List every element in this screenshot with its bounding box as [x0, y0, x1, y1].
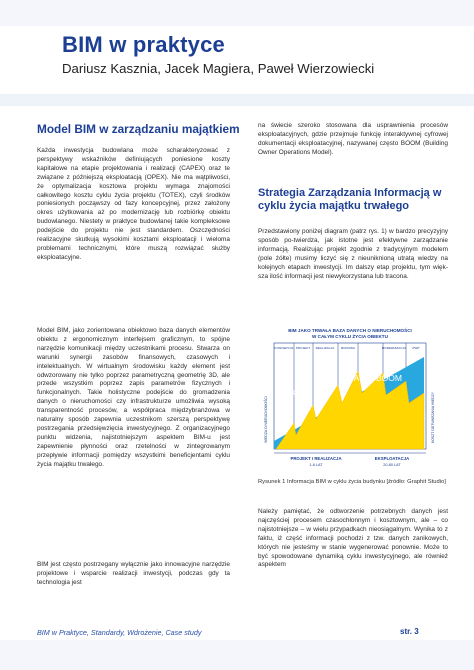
phase-koncepcja: KONCEPCJA — [274, 346, 294, 350]
x-right-sublabel: 20-80 LAT — [383, 463, 401, 467]
left-paragraph-1: Każda inwestycja budowlana może scharakteryzować z perspektywy wskaźników definiujących poniesione koszty kapitałowe na etapie projektowania i realizacji (CAPEX) oraz te związane z późniejszą eksploatacją (OPEX). Nie ma wątpliwości, że optymalizacja kosztowa projektu wymaga znajomości całkowitego kosztu cyklu życia projektu (TOTEX), czyli środków poniesionych począwszy od fazy koncepcyjnej, przez założony okres użytkowania aż po modernizację lub rozbiórkę obiektu budowlanego. Niestety w praktyce budowlanej takie kompleksowe podejście do projektu nie jest standardem. Oszczędności realizacyjne skutkują wysokimi kosztami eksploatacji i wieloma problemami technicznymi, które muszą rozwiązać służby eksploatacyjne. — [37, 147, 230, 261]
x-left-label: PROJEKT I REALIZACJA — [290, 456, 342, 461]
phase-budowa: BUDOWA — [341, 346, 355, 350]
right-paragraph-3: Należy pamiętać, że odtworzenie potrzebnych danych jest najczęściej procesem czasochłonnym i kosztownym, ale – co najistotniejsze – w wielu przypadkach nieosiągalnym. Wynika to z faktu, iż część informacji pochodzi z tzw. danych zanikowych, których nie jesteśmy w stanie wygenerować ponownie. Może to być spowodowane dynamiką cyklu inwestycyjnego, ale również aspektem — [258, 508, 448, 569]
phase-realizacja: REALIZACJA — [315, 346, 335, 350]
x-right-label: EKSPLOATACJA — [374, 456, 410, 461]
phase-pwp: PWP — [412, 346, 420, 350]
phase-projekt: PROJEKT — [295, 346, 311, 350]
label-bam: BAM — [348, 373, 367, 383]
phase-modernizacja: MODERNIZACJA — [381, 346, 407, 350]
y-axis-right-title: KOSZT ODTWARZANIA WIEDZY — [431, 391, 435, 443]
diagram-title-1: BIM JAKO TRWAŁA BAZA DANYCH O NIERUCHOMOŚCI — [288, 328, 412, 333]
x-left-sublabel: 1-6 LAT — [309, 463, 323, 467]
diagram-title-2: W CAŁYM CYKLU ŻYCIA OBIEKTU — [312, 334, 388, 339]
footer-band — [0, 640, 474, 670]
authors: Dariusz Kasznia, Jacek Magiera, Paweł Wierzowiecki — [62, 61, 375, 76]
footer-publication: BIM w Praktyce, Standardy, Wdrożenie, Case study — [37, 628, 202, 637]
right-paragraph-1: na świecie szeroko stosowana dla usprawnienia procesów eksploatacyjnych, gdzie przejmuje funkcję interaktywnej cyfrowej dokumentacji eksploatacyjnej, nazywanej często BOOM (Building Owner Operations Model). — [258, 122, 448, 156]
left-paragraph-2: Model BIM, jako zorientowana obiektowo baza danych elementów obiektu z ergonomicznym interfejsem graficznym, to spójne narzędzie komunikacji między uczestnikami procesu. Stwarza on warunki synergii zasobów finansowych, czasowych i intelektualnych. W wirtualnym środowisku każdy element jest odwzorowany nie tylko poprzez parametryczną geometrię 3D, ale przede wszystkim poprzez zapis parametrów fizycznych i funkcjonalnych. Takie holistyczne podejście do gromadzenia danych o nieruchomości czy infrastrukturze umożliwia wysoką transparentność procesów, a współpraca międzybranżowa w naturalny sposób zapewnia uczestnikom szerszą perspektywę postrzegania przedsięwzięcia inwestycyjnego. Z organizacyjnego punktu widzenia, najistotniejszym aspektem BIM-u jest zapewnienie płynności oraz rzetelności w zintegrowanym przepływie informacji pomiędzy wszystkimi beneficjentami cyklu życia majątku trwałego. — [37, 327, 230, 468]
top-band — [0, 0, 474, 26]
figure-caption: Rysunek 1 Informacja BIM w cyklu życia budynku [źródło: Graphit Studio] — [258, 479, 446, 485]
label-bim: BIM — [282, 385, 303, 404]
page-title: BIM w praktyce — [62, 32, 225, 57]
left-paragraph-3: BIM jest często postrzegany wyłącznie jako innowacyjne narzędzie projektowe i wsparcie realizacji inwestycji, podczas gdy ta technologia jest — [37, 561, 230, 586]
section-heading-bim-model: Model BIM w zarządzaniu majątkiem — [37, 122, 240, 136]
right-paragraph-2: Przedstawiony poniżej diagram (patrz rys. 1) w bardzo precyzyjny sposób po-twierdza, jak istotne jest efektywne zarządzanie informacją. Realizując projekt zgodnie z tradycyjnym modelem (pole żółte) musimy liczyć się z nieuniknioną utratą wiedzy na kolejnych etapach inwestycji. Im dalszy etap projektu, tym więk-sza ilość informacji jest niewykorzystana lub tracona. — [258, 228, 448, 280]
page-number: str. 3 — [400, 627, 419, 636]
label-boom: BOOM — [376, 373, 402, 383]
header-divider — [0, 94, 474, 106]
bim-lifecycle-diagram — [258, 323, 443, 473]
section-heading-strategy: Strategia Zarządzania Informacją w cyklu życia majątku trwałego — [258, 187, 442, 212]
y-axis-title: WIEDZA O NIERUCHOMOŚCI — [264, 396, 268, 443]
